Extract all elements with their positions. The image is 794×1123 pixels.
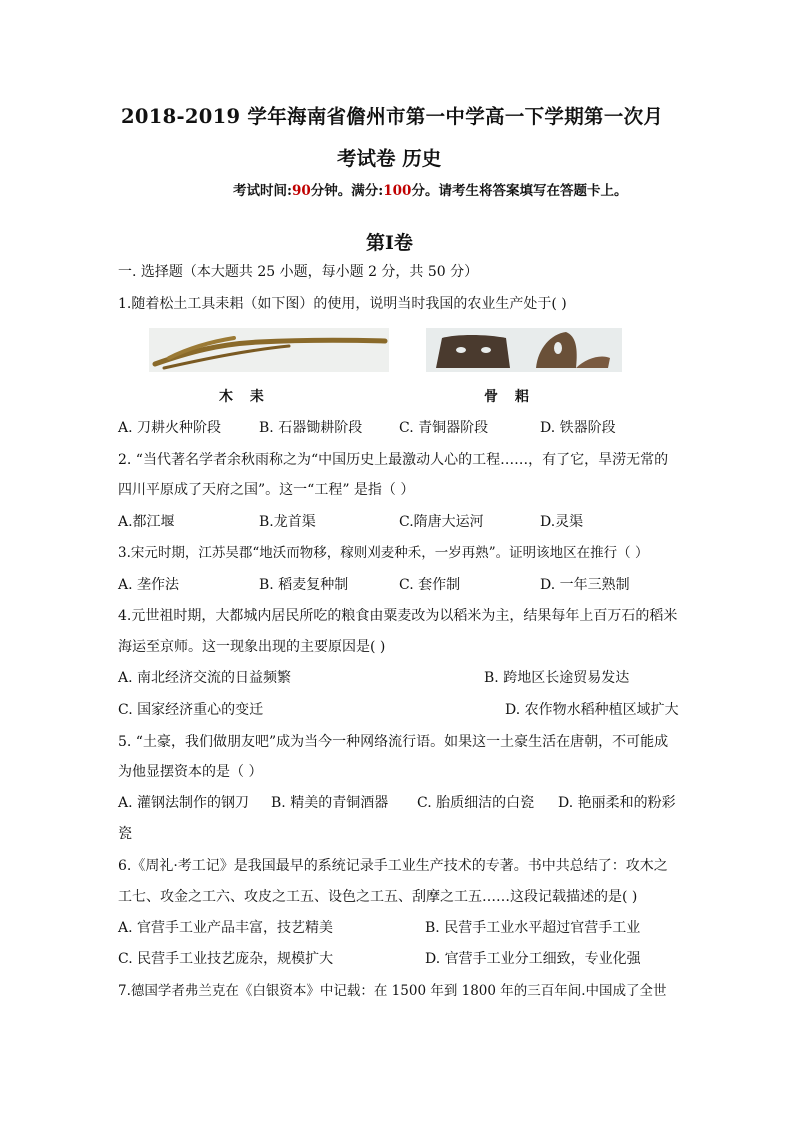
q3-option-a: A. 垄作法	[118, 577, 180, 593]
q1-option-d: D. 铁器阶段	[540, 420, 616, 436]
q7-line1: 7.德国学者弗兰克在《白银资本》中记载：在 1500 年到 1800 年的三百年间.中国成了全世	[118, 983, 667, 999]
q3-option-b: B. 稻麦复种制	[259, 577, 349, 593]
q6-line1: 6.《周礼·考工记》是我国最早的系统记录手工业生产技术的专著。书中共总结了：攻木之	[118, 858, 668, 874]
info-mid: 分钟。满分:	[310, 183, 384, 199]
q3-option-c: C. 套作制	[399, 577, 461, 593]
q5-option-c: C. 胎质细洁的白瓷	[417, 795, 535, 811]
wooden-lei-tool-icon	[149, 328, 389, 372]
q2-option-a: A.都江堰	[118, 514, 175, 530]
caption-bone-si: 骨 耜	[484, 389, 535, 405]
q4-option-b: B. 跨地区长途贸易发达	[484, 670, 630, 686]
q1-option-b: B. 石器锄耕阶段	[259, 420, 363, 436]
exam-info	[233, 181, 627, 201]
q4-option-c: C. 国家经济重心的变迁	[118, 702, 264, 718]
section-title: 第Ⅰ卷	[366, 232, 413, 254]
q6-option-b: B. 民营手工业水平超过官营手工业	[425, 920, 641, 936]
q5-line1: 5. “土豪，我们做朋友吧”成为当今一种网络流行语。如果这一土豪生活在唐朝，不可能成	[118, 734, 669, 750]
exam-subtitle: 考试卷 历史	[337, 147, 442, 170]
q3-stem: 3.宋元时期，江苏吴郡“地沃而物移，稼则刈麦种禾，一岁再熟”。证明该地区在推行（ ）	[118, 545, 649, 561]
q2-option-b: B.龙首渠	[259, 514, 316, 530]
info-prefix: 考试时间:	[233, 183, 292, 199]
q5-option-b: B. 精美的青铜酒器	[271, 795, 389, 811]
q1-stem: 1.随着松土工具耒耜（如下图）的使用，说明当时我国的农业生产处于( )	[118, 296, 567, 312]
q3-option-d: D. 一年三熟制	[540, 577, 630, 593]
q1-option-c: C. 青铜器阶段	[399, 420, 489, 436]
bone-si-image	[426, 328, 622, 372]
q2-line1: 2. “当代著名学者余秋雨称之为“中国历史上最激动人心的工程……，有了它，旱涝无常的	[118, 452, 669, 468]
q6-option-d: D. 官营手工业分工细致，专业化强	[425, 951, 641, 967]
q1-option-a: A. 刀耕火种阶段	[118, 420, 222, 436]
q2-line2: 四川平原成了天府之国”。这一“工程” 是指（ ）	[118, 482, 415, 498]
info-suffix: 分。请考生将答案填写在答题卡上。	[411, 183, 628, 199]
part-heading: 一. 选择题（本大题共 25 小题，每小题 2 分，共 50 分）	[118, 264, 479, 280]
q2-option-d: D.灵渠	[540, 514, 584, 530]
q5-option-a: A. 灌钢法制作的钢刀	[118, 795, 250, 811]
q5-line2: 为他显摆资本的是（ ）	[118, 764, 263, 780]
q4-option-d: D. 农作物水稻种植区域扩大	[505, 702, 679, 718]
exam-title: 2018-2019 学年海南省儋州市第一中学高一下学期第一次月	[121, 105, 664, 128]
caption-wooden-lei: 木 耒	[219, 389, 270, 405]
q6-option-c: C. 民营手工业技艺庞杂，规模扩大	[118, 951, 334, 967]
q6-option-a: A. 官营手工业产品丰富，技艺精美	[118, 920, 334, 936]
bone-si-tool-icon	[426, 328, 622, 372]
info-score: 100	[383, 183, 412, 199]
q6-line2: 工七、攻金之工六、攻皮之工五、设色之工五、刮摩之工五……这段记载描述的是( )	[118, 889, 638, 905]
q5-option-d-wrap: 瓷	[118, 826, 132, 842]
q4-line2: 海运至京师。这一现象出现的主要原因是( )	[118, 639, 386, 655]
info-time: 90	[291, 183, 311, 199]
q4-line1: 4.元世祖时期，大都城内居民所吃的粮食由粟麦改为以稻米为主，结果每年上百万石的稻米	[118, 608, 678, 624]
q4-option-a: A. 南北经济交流的日益频繁	[118, 670, 292, 686]
wooden-lei-image	[149, 328, 389, 372]
q5-option-d: D. 艳丽柔和的粉彩	[558, 795, 676, 811]
q2-option-c: C.隋唐大运河	[399, 514, 484, 530]
